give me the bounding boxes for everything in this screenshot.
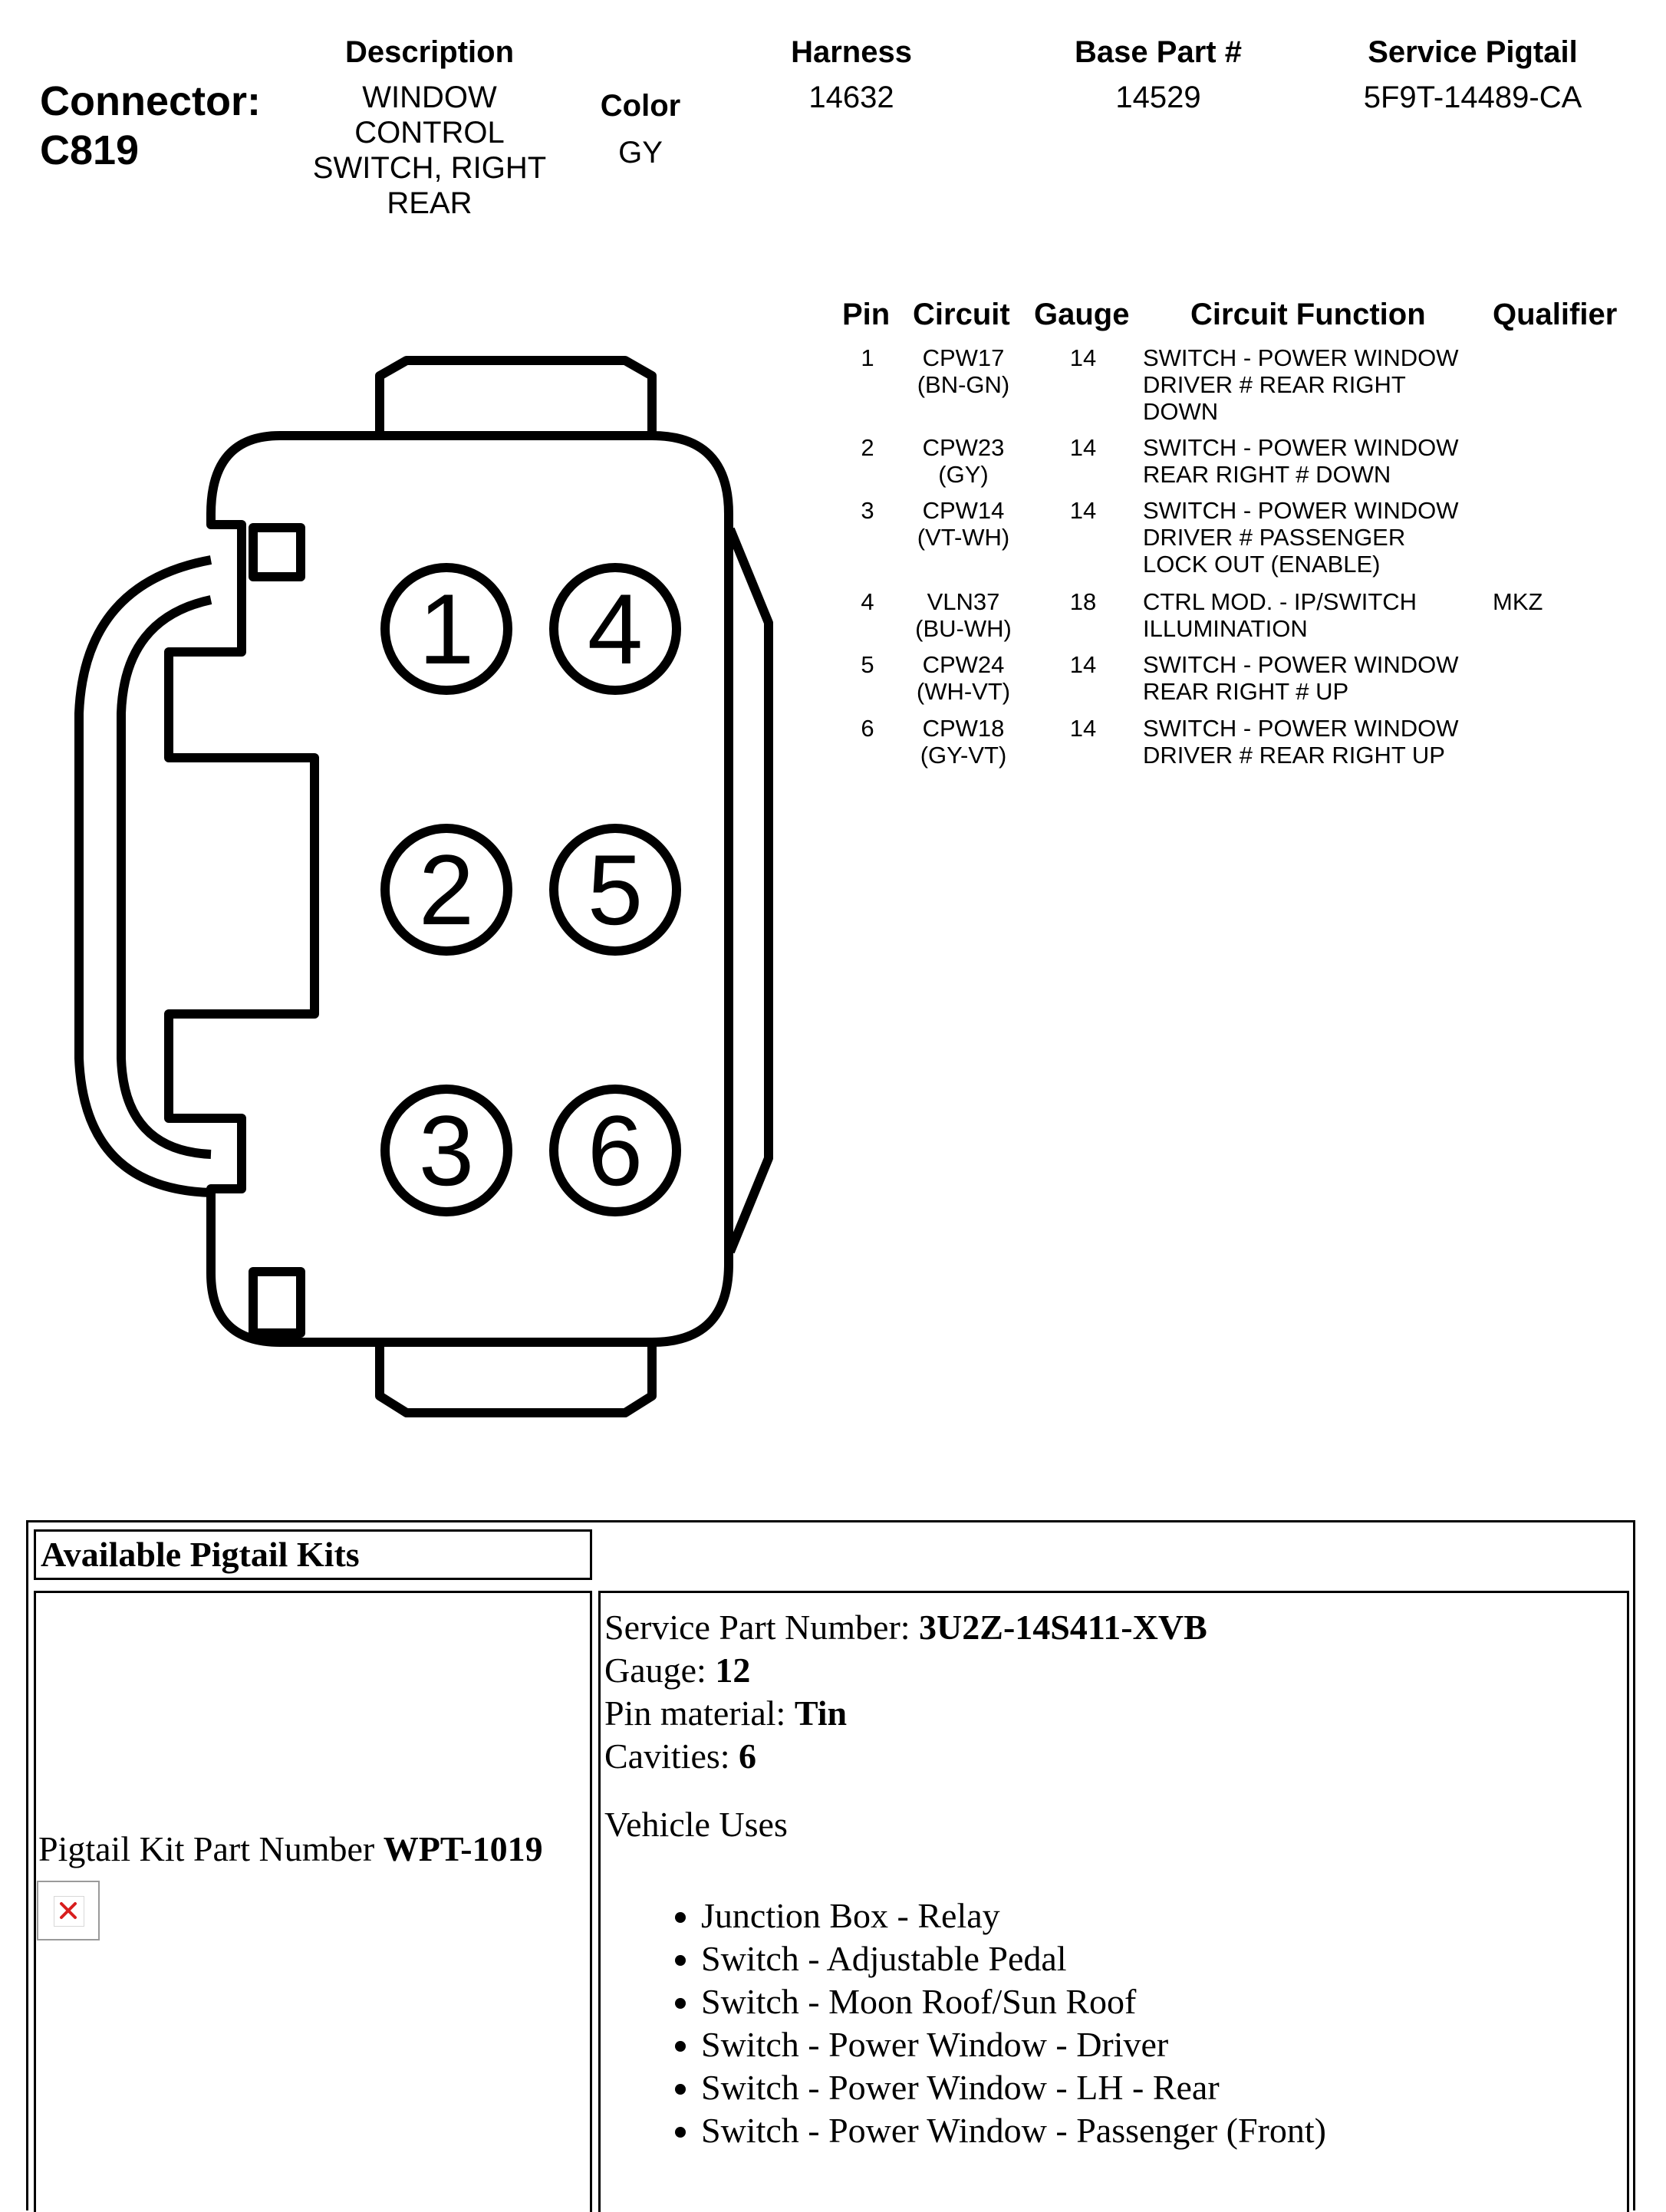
- circuit-code: CPW14: [922, 497, 1005, 524]
- function-line: SWITCH - POWER WINDOW: [1143, 715, 1459, 742]
- pin-number: 2: [861, 434, 874, 461]
- function-line: LOCK OUT (ENABLE): [1143, 551, 1381, 578]
- list-item: • Switch - Moon Roof/Sun Roof: [701, 1980, 1326, 2023]
- circuit-function: [1143, 434, 1503, 488]
- kit-part-number: [38, 1829, 543, 1869]
- circuit-cell: [891, 497, 1035, 551]
- function-line: SWITCH - POWER WINDOW: [1143, 651, 1459, 678]
- cavity-label: 2: [418, 834, 475, 946]
- pin-material-label: Pin material:: [604, 1694, 795, 1733]
- kit-part-label: Pigtail Kit Part Number: [38, 1829, 384, 1868]
- cavity-label: 6: [587, 1094, 644, 1206]
- wire-color: (VT-WH): [917, 524, 1010, 551]
- bottom-latch: [380, 1342, 652, 1413]
- gauge-value: 14: [1069, 344, 1097, 371]
- qualifier-column-header: Qualifier: [1493, 298, 1618, 331]
- function-line: CTRL MOD. - IP/SWITCH: [1143, 588, 1417, 615]
- kit-gauge-value: 12: [715, 1651, 751, 1690]
- cavity-label: 1: [418, 573, 475, 685]
- harness-value: 14632: [808, 81, 894, 114]
- base-part-header: Base Part #: [1075, 35, 1242, 69]
- pin-number: 5: [861, 651, 874, 678]
- circuit-cell: [891, 715, 1035, 769]
- function-line: REAR RIGHT # UP: [1143, 678, 1349, 705]
- circuit-code: CPW17: [922, 344, 1005, 371]
- function-column-header: Circuit Function: [1190, 298, 1426, 331]
- function-line: DRIVER # PASSENGER: [1143, 524, 1406, 551]
- harness-header: Harness: [791, 35, 912, 69]
- wire-color: (WH-VT): [916, 678, 1011, 705]
- pin-number: 3: [861, 497, 874, 524]
- list-item: • Switch - Power Window - LH - Rear: [701, 2066, 1326, 2109]
- service-part-number: [604, 1606, 1207, 1649]
- function-line: SWITCH - POWER WINDOW: [1143, 434, 1459, 461]
- wire-color: (BU-WH): [915, 615, 1012, 642]
- pin-material-value: Tin: [794, 1694, 848, 1733]
- circuit-function: [1143, 344, 1503, 425]
- kit-gauge-label: Gauge:: [604, 1651, 716, 1690]
- description-value: WINDOW CONTROL SWITCH, RIGHT REAR: [312, 81, 547, 220]
- broken-image-icon: [37, 1881, 100, 1940]
- service-pigtail-header: Service Pigtail: [1368, 35, 1578, 69]
- side-ridge: [730, 529, 769, 1252]
- description-header: Description: [344, 35, 515, 69]
- pin-number: 4: [861, 588, 874, 615]
- circuit-function: [1143, 497, 1503, 578]
- bottom-notch: [253, 1272, 301, 1333]
- color-value: GY: [618, 136, 663, 170]
- function-line: ILLUMINATION: [1143, 615, 1308, 642]
- pin-material: [604, 1692, 847, 1735]
- circuit-cell: [891, 344, 1035, 398]
- circuit-code: CPW18: [922, 715, 1005, 742]
- cavity-label: 5: [587, 834, 644, 946]
- circuit-cell: [891, 588, 1035, 642]
- kit-left-cell: [34, 1591, 592, 2212]
- pin-column-header: Pin: [842, 298, 891, 331]
- wire-color: (GY-VT): [920, 742, 1007, 769]
- gauge-value: 14: [1069, 651, 1097, 678]
- service-part-value: 3U2Z-14S411-XVB: [919, 1608, 1207, 1647]
- function-line: REAR RIGHT # DOWN: [1143, 461, 1391, 488]
- color-header: Color: [600, 89, 681, 123]
- circuit-cell: [891, 651, 1035, 705]
- kit-gauge: [604, 1649, 750, 1692]
- circuit-column-header: Circuit: [913, 298, 1010, 331]
- top-latch: [380, 360, 652, 436]
- function-line: DRIVER # REAR RIGHT UP: [1143, 742, 1445, 769]
- function-line: DRIVER # REAR RIGHT: [1143, 371, 1406, 398]
- circuit-code: VLN37: [927, 588, 1000, 615]
- qualifier-value: MKZ: [1493, 588, 1543, 615]
- service-pigtail-value: 5F9T-14489-CA: [1363, 81, 1582, 114]
- list-item: • Junction Box - Relay: [701, 1894, 1326, 1937]
- pin-number: 6: [861, 715, 874, 742]
- gauge-column-header: Gauge: [1034, 298, 1130, 331]
- circuit-function: [1143, 588, 1503, 642]
- list-item: • Switch - Power Window - Driver: [701, 2023, 1326, 2066]
- cavities: [604, 1735, 756, 1778]
- top-notch: [253, 528, 301, 577]
- cavities-label: Cavities:: [604, 1736, 739, 1776]
- list-item: • Switch - Power Window - Passenger (Front): [701, 2109, 1326, 2152]
- connector-heading: [40, 77, 261, 175]
- pin-number: 1: [861, 344, 874, 371]
- cavity-label: 4: [587, 573, 644, 685]
- function-line: DOWN: [1143, 398, 1219, 425]
- circuit-cell: [891, 434, 1035, 488]
- circuit-code: CPW23: [922, 434, 1005, 461]
- gauge-value: 14: [1069, 434, 1097, 461]
- function-line: SWITCH - POWER WINDOW: [1143, 344, 1459, 371]
- circuit-code: CPW24: [922, 651, 1005, 678]
- function-line: SWITCH - POWER WINDOW: [1143, 497, 1459, 524]
- pigtail-kits-heading: Available Pigtail Kits: [34, 1529, 592, 1580]
- kit-part-value: WPT-1019: [383, 1829, 543, 1868]
- connector-face-diagram: [69, 353, 790, 1427]
- connector-id: C819: [40, 127, 140, 173]
- connector-label: Connector:: [40, 78, 261, 124]
- gauge-value: 14: [1069, 715, 1097, 742]
- circuit-function: [1143, 715, 1503, 769]
- cavities-value: 6: [739, 1736, 757, 1776]
- list-item: • Switch - Adjustable Pedal: [701, 1937, 1326, 1980]
- wire-color: (GY): [938, 461, 989, 488]
- gauge-value: 14: [1069, 497, 1097, 524]
- wire-color: (BN-GN): [917, 371, 1010, 398]
- base-part-value: 14529: [1115, 81, 1201, 114]
- vehicle-uses-heading: Vehicle Uses: [604, 1805, 788, 1844]
- circuit-function: [1143, 651, 1503, 705]
- service-part-label: Service Part Number:: [604, 1608, 920, 1647]
- cavity-label: 3: [418, 1094, 475, 1206]
- vehicle-uses-list: [661, 1894, 1326, 2152]
- gauge-value: 18: [1069, 588, 1097, 615]
